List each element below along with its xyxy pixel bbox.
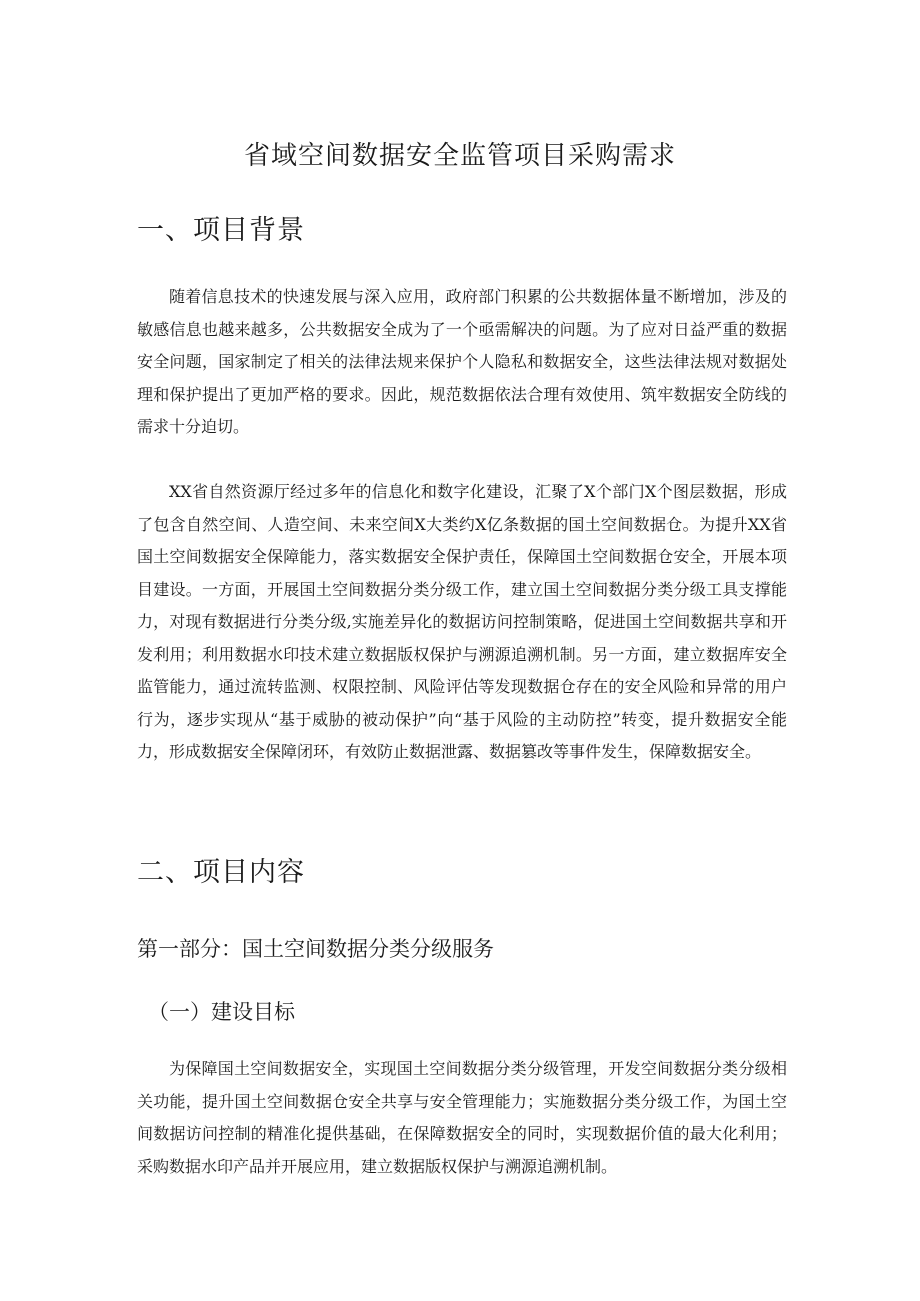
paragraph-background-1: 随着信息技术的快速发展与深入应用，政府部门积累的公共数据体量不断增加，涉及的敏感信息也越来越多，公共数据安全成为了一个亟需解决的问题。为了应对日益严重的数据安全问题，国家制定了相关的法律法规来保护个人隐私和数据安全，这些法律法规对数据处理和保护提出了更加严格的要求。因此，规范数据依法合理有效使用、筑牢数据安全防线的需求十分迫切。: [137, 287, 787, 436]
paragraph-goals: 为保障国土空间数据安全，实现国土空间数据分类分级管理，开发空间数据分类分级相关功能，提升国土空间数据仓安全共享与安全管理能力；实施数据分类分级工作，为国土空间数据访问控制的精准化提供基础，在保障数据安全的同时，实现数据价值的最大化利用；采购数据水印产品并开展应用，建立数据版权保护与溯源追溯机制。: [137, 1059, 787, 1176]
section-heading-content: 二、项目内容: [137, 857, 305, 888]
section-heading-background: 一、项目背景: [137, 215, 305, 246]
subheading-goals: （一）建设目标: [148, 1000, 295, 1024]
document-title: 省域空间数据安全监管项目采购需求: [243, 141, 676, 171]
paragraph-background-2: XX省自然资源厅经过多年的信息化和数字化建设，汇聚了X个部门X个图层数据，形成了包含自然空间、人造空间、未来空间X大类约X亿条数据的国土空间数据仓。为提升XX省国土空间数据安全保障能力，落实数据安全保护责任，保障国土空间数据仓安全，开展本项目建设。一方面，开展国土空间数据分类分级工作，建立国土空间数据分类分级工具支撑能力，对现有数据进行分类分级,实施差异化的数据访问控制策略，促进国土空间数据共享和开发利用；利用数据水印技术建立数据版权保护与溯源追溯机制。另一方面，建立数据库安全监管能力，通过流转监测、权限控制、风险评估等发现数据仓存在的安全风险和异常的用户行为，逐步实现从“基于威胁的被动保护”向“基于风险的主动防控”转变，提升数据安全能力，形成数据安全保障闭环，有效防止数据泄露、数据篡改等事件发生，保障数据安全。: [137, 482, 787, 761]
part-heading: 第一部分：国土空间数据分类分级服务: [137, 937, 494, 961]
